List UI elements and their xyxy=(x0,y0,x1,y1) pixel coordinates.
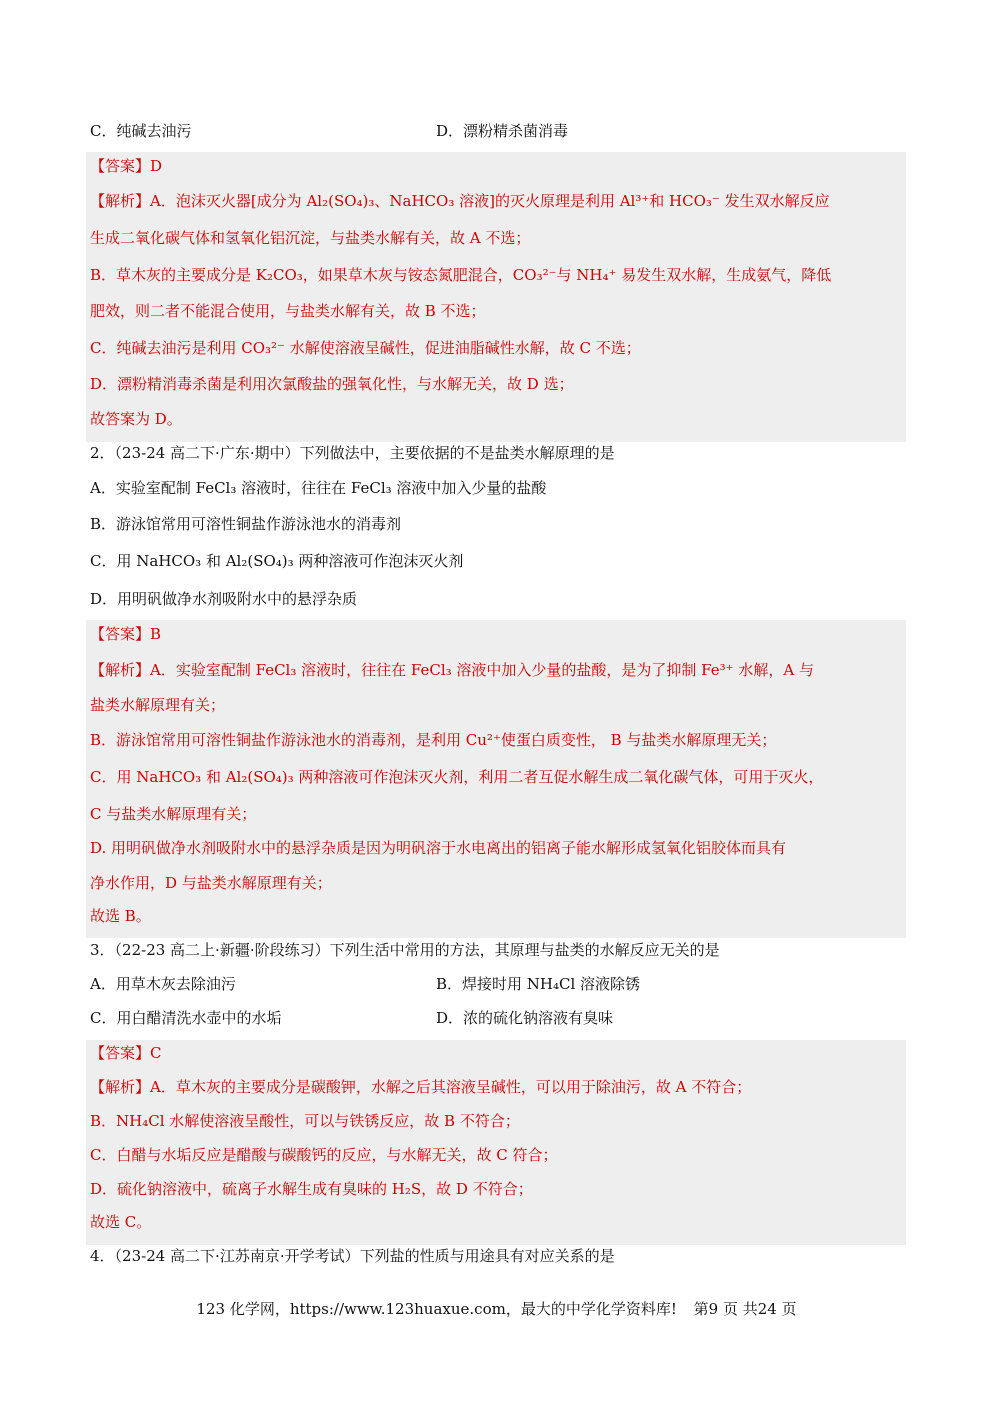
q3-analysis-line: C．白醋与水垢反应是醋酸与碳酸钙的反应，与水解无关，故 C 符合； xyxy=(90,1146,558,1164)
q3-analysis-line: D．硫化钠溶液中，硫离子水解生成有臭味的 H₂S，故 D 不符合； xyxy=(90,1180,533,1198)
q3-answer: 【答案】C xyxy=(90,1044,162,1062)
q2-option-b: B．游泳馆常用可溶性铜盐作游泳池水的消毒剂 xyxy=(90,515,402,533)
q1-analysis-line: 故答案为 D。 xyxy=(90,410,182,428)
q1-analysis-line: 生成二氧化碳气体和氢氧化铝沉淀，与盐类水解有关，故 A 不选； xyxy=(90,229,531,247)
q3-option-b: B．焊接时用 NH₄Cl 溶液除锈 xyxy=(436,975,641,993)
q1-option-d: D．漂粉精杀菌消毒 xyxy=(436,122,569,140)
q2-analysis-line: B．游泳馆常用可溶性铜盐作游泳池水的消毒剂，是利用 Cu²⁺使蛋白质变性， B 与盐类水解原理无关； xyxy=(90,731,777,749)
q2-option-c: C．用 NaHCO₃ 和 Al₂(SO₄)₃ 两种溶液可作泡沫灭火剂 xyxy=(90,552,464,570)
q3-option-a: A．用草木灰去除油污 xyxy=(90,975,236,993)
q2-analysis-line: C．用 NaHCO₃ 和 Al₂(SO₄)₃ 两种溶液可作泡沫灭火剂，利用二者互促水解生成二氧化碳气体，可用于灭火， xyxy=(90,768,824,786)
q2-analysis-line: 【解析】A．实验室配制 FeCl₃ 溶液时，往往在 FeCl₃ 溶液中加入少量的盐酸，是为了抑制 Fe³⁺ 水解，A 与 xyxy=(90,661,814,679)
footer-site: 123 化学网，https://www.123huaxue.com，最大的中学化学资料库! xyxy=(196,1300,677,1318)
q1-analysis-line: D．漂粉精消毒杀菌是利用次氯酸盐的强氧化性，与水解无关，故 D 选； xyxy=(90,375,574,393)
q1-answer: 【答案】D xyxy=(90,157,163,175)
q1-option-c: C．纯碱去油污 xyxy=(90,122,192,140)
q1-analysis-line: B．草木灰的主要成分是 K₂CO₃，如果草木灰与铵态氮肥混合，CO₃²⁻与 NH₄⁺ 易发生双水解，生成氨气，降低 xyxy=(90,266,832,284)
q2-stem: 2．（23-24 高二下·广东·期中）下列做法中，主要依据的不是盐类水解原理的是 xyxy=(90,444,615,462)
q1-analysis-line: C．纯碱去油污是利用 CO₃²⁻ 水解使溶液呈碱性，促进油脂碱性水解，故 C 不选； xyxy=(90,339,641,357)
q1-analysis-line: 肥效，则二者不能混合使用，与盐类水解有关，故 B 不选； xyxy=(90,302,486,320)
footer-page-number: 第9 页 共24 页 xyxy=(693,1300,797,1318)
q3-analysis-line: 故选 C。 xyxy=(90,1213,152,1231)
q1-analysis-line: 【解析】A．泡沫灭火器[成分为 Al₂(SO₄)₃、NaHCO₃ 溶液]的灭火原理是利用 Al³⁺和 HCO₃⁻ 发生双水解反应 xyxy=(90,192,830,210)
q3-option-d: D．浓的硫化钠溶液有臭味 xyxy=(436,1009,614,1027)
q2-option-a: A．实验室配制 FeCl₃ 溶液时，往往在 FeCl₃ 溶液中加入少量的盐酸 xyxy=(90,479,547,497)
q2-answer: 【答案】B xyxy=(90,625,162,643)
q2-analysis-line: D. 用明矾做净水剂吸附水中的悬浮杂质是因为明矾溶于水电离出的铝离子能水解形成氢氧化铝胶体而具有 xyxy=(90,839,787,857)
page-footer xyxy=(0,1298,993,1320)
q2-analysis-line: 盐类水解原理有关； xyxy=(90,696,226,714)
q2-analysis-line: 净水作用，D 与盐类水解原理有关； xyxy=(90,874,332,892)
q3-analysis-line: B．NH₄Cl 水解使溶液呈酸性，可以与铁锈反应，故 B 不符合； xyxy=(90,1112,520,1130)
q3-option-c: C．用白醋清洗水壶中的水垢 xyxy=(90,1009,282,1027)
q4-stem: 4．（23-24 高二下·江苏南京·开学考试）下列盐的性质与用途具有对应关系的是 xyxy=(90,1247,615,1265)
q2-analysis-line: C 与盐类水解原理有关； xyxy=(90,805,257,823)
q3-stem: 3．（22-23 高二上·新疆·阶段练习）下列生活中常用的方法，其原理与盐类的水解反应无关的是 xyxy=(90,941,720,959)
q2-option-d: D．用明矾做净水剂吸附水中的悬浮杂质 xyxy=(90,590,358,608)
q3-analysis-line: 【解析】A．草木灰的主要成分是碳酸钾，水解之后其溶液呈碱性，可以用于除油污，故 A 不符合； xyxy=(90,1078,752,1096)
q2-analysis-line: 故选 B。 xyxy=(90,907,151,925)
q3-answer-block xyxy=(86,1040,906,1245)
